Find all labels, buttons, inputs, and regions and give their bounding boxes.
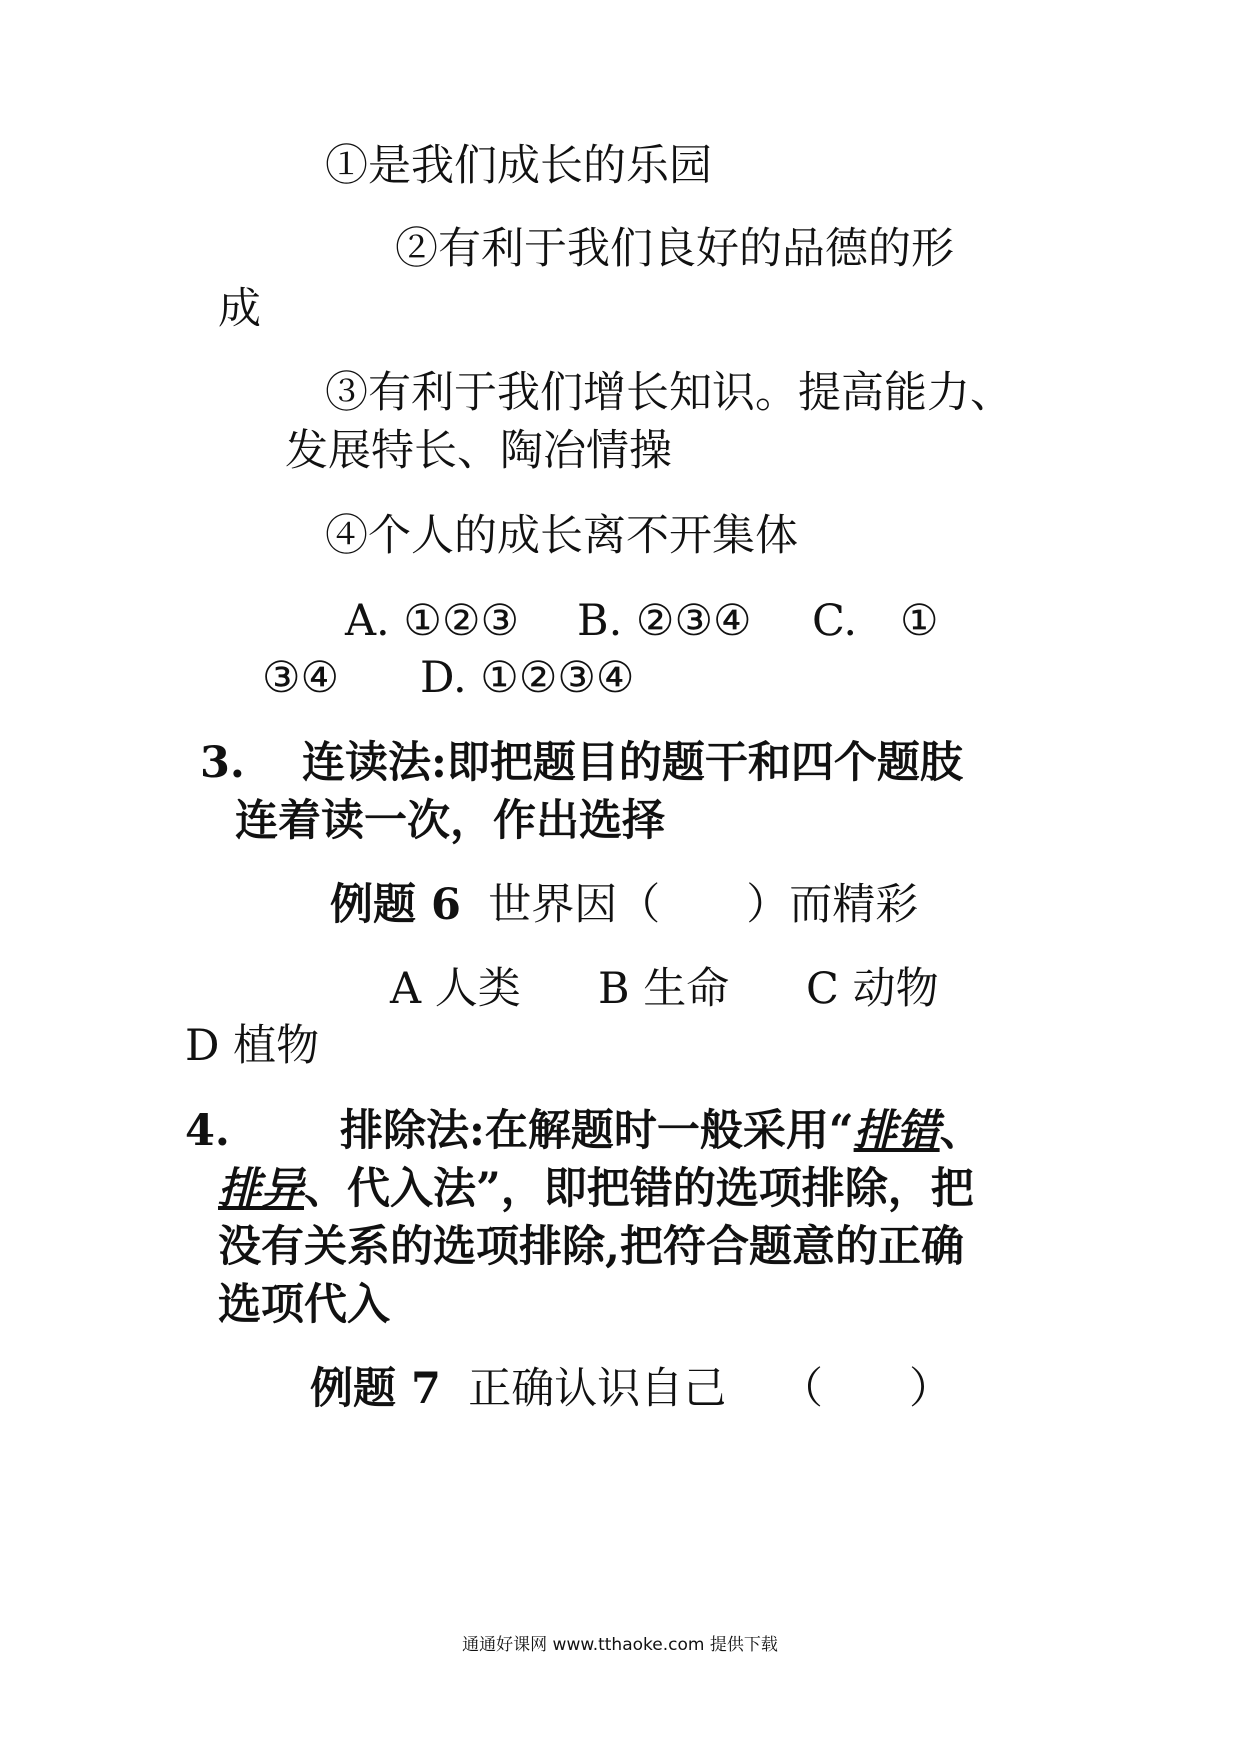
section-4-heading-line-2 [218,1164,974,1214]
choice-b: B. ②③④ [577,596,752,646]
example-6 [330,880,919,930]
option-3-line-2: 发展特长、陶冶情操 [285,426,672,476]
section-3-heading-line-2: 连着读一次，作出选择 [235,796,665,846]
section-4-number: 4. [185,1106,230,1156]
option-2-line-2: 成 [218,284,261,334]
section-4-heading-line-1 [340,1106,983,1156]
option-2-line-1: ②有利于我们良好的品德的形 [395,224,954,274]
section-4-text: 排除法:在解题时一般采用“ [340,1106,854,1156]
section-4-text: 、 [939,1106,983,1156]
section-4-emphasis-1: 排错 [853,1106,940,1156]
choice-a: A. ①②③ [345,596,520,646]
choice-d: D. ①②③④ [420,653,635,703]
example-6-choice-a: A 人类 [390,964,521,1014]
section-3-number: 3. [200,738,245,788]
option-1: ①是我们成长的乐园 [325,141,712,191]
example-7 [310,1364,727,1414]
example-6-label: 例题 6 [330,880,461,930]
example-7-bracket: （ ） [780,1364,952,1414]
choice-c-end: ③④ [262,653,340,703]
section-4-emphasis-2: 排异 [218,1164,304,1214]
option-4: ④个人的成长离不开集体 [325,511,798,561]
option-3-line-1: ③有利于我们增长知识。提高能力、 [325,368,1013,418]
example-6-choice-c: C 动物 [806,964,939,1014]
example-6-question: 世界因（ ）而精彩 [488,880,919,930]
example-6-choice-d: D 植物 [185,1021,320,1071]
example-7-question: 正确认识自己 [468,1364,727,1414]
section-4-text: 、代入法”，即把错的选项排除，把 [304,1164,974,1214]
section-4-heading-line-3: 没有关系的选项排除,把符合题意的正确 [218,1222,964,1272]
page-footer: 通通好课网 www.tthaoke.com 提供下载 [462,1635,778,1655]
example-7-label: 例题 7 [310,1364,441,1414]
choice-c-label: C. [812,596,858,646]
section-3-heading-line-1: 连读法:即把题目的题干和四个题肢 [302,738,963,788]
choice-c-start: ① [900,596,939,646]
example-6-choice-b: B 生命 [598,964,730,1014]
section-4-heading-line-4: 选项代入 [218,1280,390,1330]
